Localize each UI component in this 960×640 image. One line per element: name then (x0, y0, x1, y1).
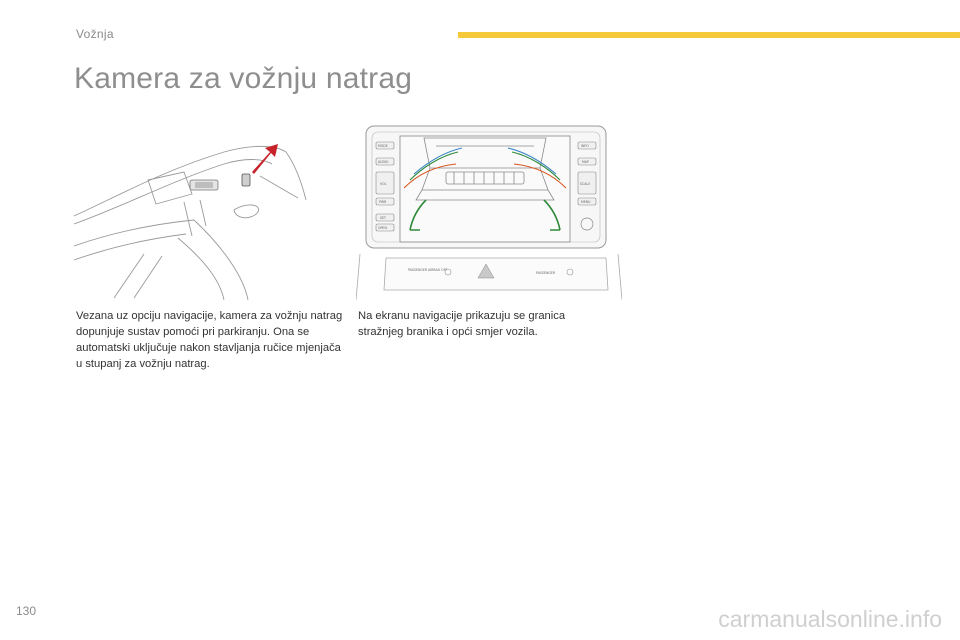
pointer-arrow-icon (252, 144, 278, 174)
svg-text:VOL: VOL (380, 182, 387, 186)
body-paragraph-left: Vezana uz opciju navigacije, kamera za vožnju natrag dopunjuje sustav pomoći pri parkiranju. Ona se automatski uključuje nakon stavljanja ručice mjenjača u stupanj za vožnju natrag. (76, 310, 343, 370)
svg-text:AUDIO: AUDIO (378, 160, 389, 164)
svg-text:PASSENGER: PASSENGER (536, 271, 556, 275)
navigation-screen-camera-view-icon (356, 124, 622, 302)
section-accent-bar (458, 32, 960, 38)
page-title: Kamera za vožnju natrag (74, 62, 413, 95)
section-label: Vožnja (76, 27, 114, 41)
svg-text:SET: SET (380, 216, 386, 220)
watermark: carmanualsonline.info (718, 606, 942, 632)
body-paragraph-right: Na ekranu navigacije prikazuju se granica stražnjeg branika i opći smjer vozila. (358, 310, 566, 338)
svg-text:PASSENGER AIRBAG OFF: PASSENGER AIRBAG OFF (408, 268, 448, 272)
svg-text:SCALE: SCALE (580, 182, 591, 186)
svg-text:MODE: MODE (378, 144, 388, 148)
svg-text:OPEN: OPEN (378, 226, 387, 230)
tailgate-camera-location-icon (74, 128, 314, 300)
svg-text:INFO: INFO (581, 144, 589, 148)
svg-text:MENU: MENU (581, 200, 591, 204)
svg-text:PWR: PWR (379, 200, 387, 204)
svg-text:MAP: MAP (582, 160, 589, 164)
page-number: 130 (16, 604, 37, 618)
